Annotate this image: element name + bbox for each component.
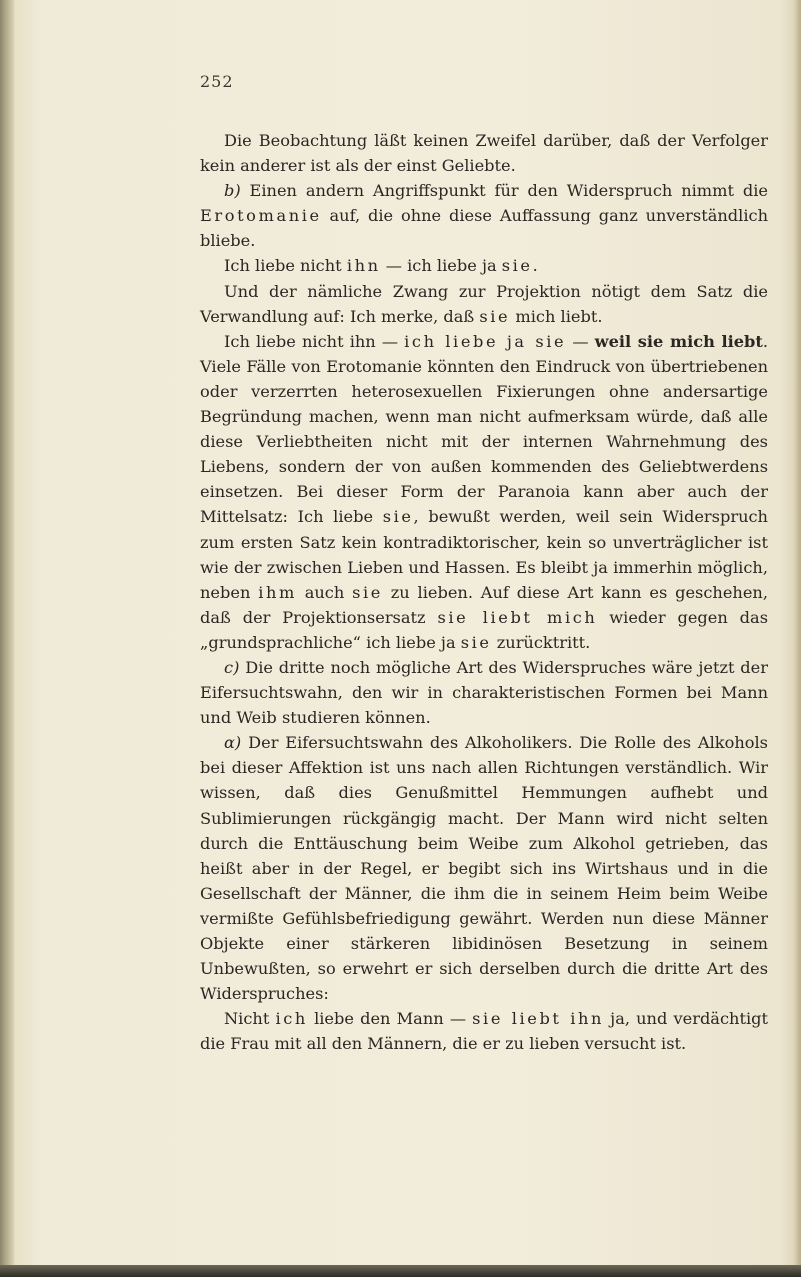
page-number: 252 bbox=[200, 72, 234, 91]
text-run: sie bbox=[460, 632, 492, 652]
paragraph bbox=[200, 253, 768, 278]
text-run: ich liebe ja sie bbox=[404, 331, 567, 351]
text-run: weil sie mich liebt bbox=[594, 331, 763, 351]
text-run: — bbox=[566, 331, 595, 351]
text-run: . Viele Fälle von Erotomanie könnten den Eindruck von übertriebenen oder verzerrten heterosexuellen Fixierungen ohne andersartige Begründung machen, wenn man nicht aufmerksam würde, daß alle diese Verliebtheiten nicht mit der internen Wahrnehmung des Liebens, sondern der von außen kommenden des Geliebtwerdens einsetzen. Bei dieser Form der Paranoia kann aber auch der Mittelsatz: Ich liebe bbox=[200, 331, 769, 527]
paragraph bbox=[200, 655, 768, 730]
text-run: ich bbox=[275, 1009, 308, 1029]
text-run: auf, die ohne diese Auffassung ganz unverständlich bliebe. bbox=[200, 206, 768, 251]
text-run: . bbox=[532, 256, 538, 276]
paragraph bbox=[200, 128, 768, 178]
text-run: ihm bbox=[258, 582, 297, 602]
text-run: Ich liebe nicht bbox=[224, 256, 347, 276]
text-run: Ich liebe nicht ihn — bbox=[224, 331, 405, 351]
paragraph bbox=[200, 1006, 768, 1056]
body-text bbox=[200, 128, 768, 1056]
text-run: liebe den Mann — bbox=[307, 1009, 473, 1029]
text-run: Einen andern Angriffspunkt für den Widerspruch nimmt die bbox=[240, 181, 768, 201]
paragraph bbox=[200, 730, 768, 1006]
text-run: Die dritte noch mögliche Art des Widerspruches wäre jetzt der Eifersuchtswahn, den wir in charakteristischen Formen bei Mann und Weib studieren können. bbox=[200, 657, 768, 728]
page-edge-shadow bbox=[793, 0, 801, 1277]
text-run: Und der nämliche Zwang zur Projektion nötigt dem Satz die Verwandlung auf: Ich merke, daß bbox=[200, 281, 768, 326]
text-run: Der Eifersuchtswahn des Alkoholikers. Die Rolle des Alkohols bei dieser Affektion ist uns nach allen Richtungen verständlich. Wir wissen, daß dies Genußmittel Hemmungen aufhebt und Sublimierungen rückgängig macht. Der Mann wird nicht selten durch die Enttäuschung beim Weibe zum Alkohol getrieben, das heißt aber in der Regel, er begibt sich ins Wirtshaus und in die Gesellschaft der Männer, die ihm die in seinem Heim beim Weibe vermißte Gefühlsbefriedigung gewährt. Werden nun diese Männer Objekte einer stärkeren libidinösen Besetzung in seinem Unbewußten, so erwehrt er sich derselben durch die dritte Art des Widerspruches: bbox=[200, 733, 768, 1004]
paragraph bbox=[200, 329, 768, 655]
paragraph bbox=[200, 178, 768, 253]
text-run: zu lieben. Auf diese Art kann es geschehen, daß der Projektionsersatz bbox=[200, 582, 768, 627]
paragraph bbox=[200, 279, 768, 329]
text-run: sie liebt ihn bbox=[472, 1009, 605, 1029]
text-run: , bewußt werden, weil sein Widerspruch zum ersten Satz kein kontradiktorischer, kein so unverträglicher ist wie der zwischen Lieben und Hassen. Es bleibt ja immerhin möglich, neben bbox=[200, 507, 768, 602]
text-run: Erotomanie bbox=[200, 206, 322, 226]
text-run: auch bbox=[296, 582, 353, 602]
text-run: wieder gegen das „grundsprachliche“ ich liebe ja bbox=[200, 607, 769, 652]
text-run: sie liebt mich bbox=[437, 607, 598, 627]
text-run: c) bbox=[224, 657, 240, 677]
text-run: α) bbox=[224, 733, 242, 753]
text-run: sie bbox=[352, 582, 383, 602]
text-run: Die Beobachtung läßt keinen Zweifel darüber, daß der Verfolger kein anderer ist als der einst Geliebte. bbox=[200, 131, 768, 176]
text-run: — ich liebe ja bbox=[380, 256, 502, 276]
text-run: sie bbox=[382, 507, 414, 527]
text-run: zurücktritt. bbox=[491, 632, 591, 652]
text-run: ja, und verdächtigt die Frau mit all den Männern, die er zu lieben versucht ist. bbox=[200, 1009, 768, 1054]
text-run: mich liebt. bbox=[510, 306, 603, 326]
text-run: ihn bbox=[346, 256, 381, 276]
text-run: Nicht bbox=[224, 1009, 276, 1029]
text-run: b) bbox=[224, 181, 241, 201]
page-bottom-edge bbox=[0, 1265, 801, 1277]
text-run: sie bbox=[501, 256, 533, 276]
page-gutter-shadow bbox=[0, 0, 14, 1277]
text-run: sie bbox=[479, 306, 511, 326]
